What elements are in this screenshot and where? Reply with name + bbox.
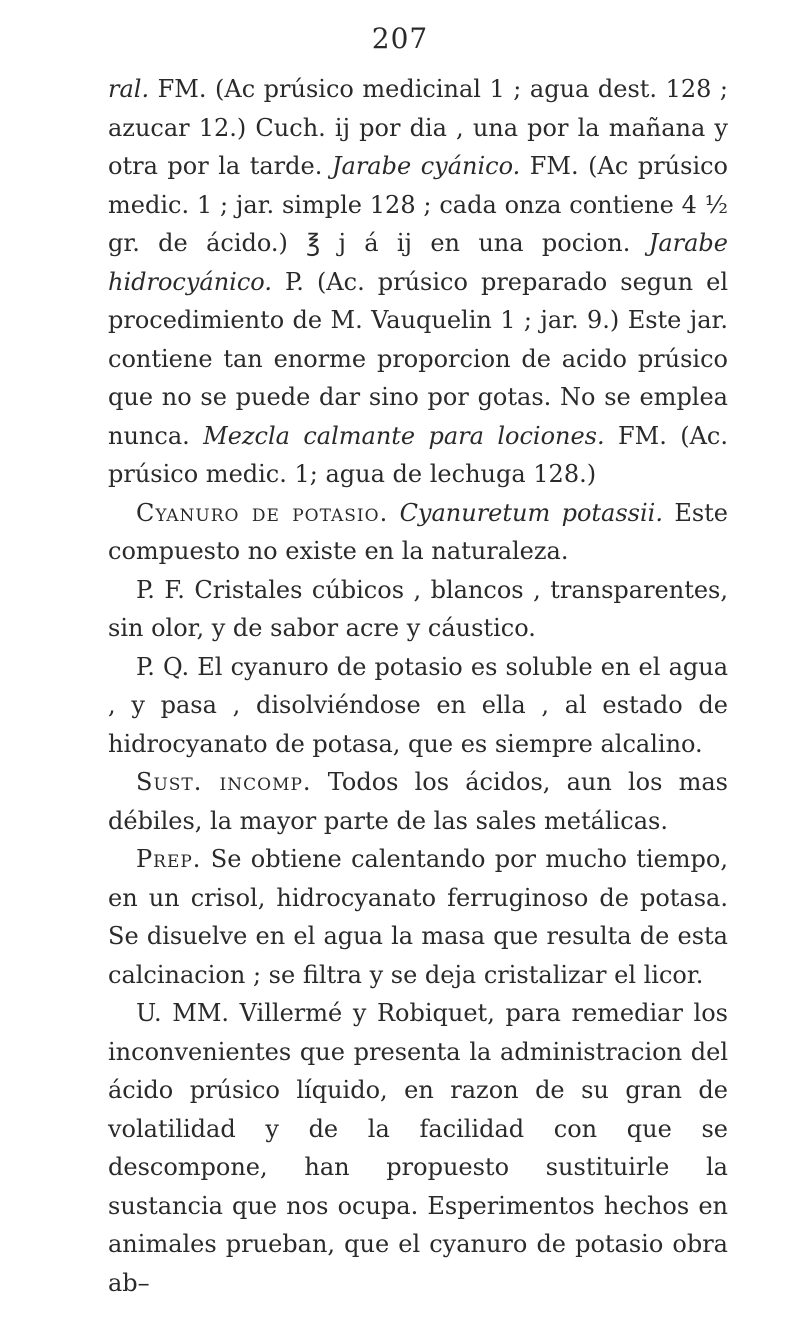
text-run: Se obtiene calentando por mucho tiempo, en un crisol, hidrocyanato ferruginoso de potasa. Se disuelve en el agua la masa que resulta de esta calcinacion ; se filtra y se deja cristalizar el licor. — [108, 845, 728, 989]
text-run: Todos los ácidos, aun los mas débiles, la mayor parte de las sales metálicas. — [108, 768, 728, 835]
text-run: P. F. Cristales cúbicos , blancos , transparentes, sin olor, y de sabor acre y cáustico. — [108, 575, 728, 642]
small-caps-heading: Prep. — [136, 845, 202, 873]
text-run: P. (Ac. prúsico preparado segun el procedimiento de M. Vauquelin 1 ; jar. 9.) Este jar. contiene tan enorme proporcion de acido prúsico que no se puede dar sino por gotas. No se emplea nunca. — [108, 267, 728, 450]
text-run: FM. (Ac prúsico medic. 1 ; jar. simple 128 ; cada onza contiene 4 ½ gr. de ácido.) ℥ j á ij en una pocion. — [108, 152, 729, 257]
paragraph — [108, 994, 728, 1302]
paragraph — [108, 840, 728, 994]
paragraph — [108, 571, 728, 648]
small-caps-heading: Cyanuro de potasio. — [136, 498, 389, 527]
text-run — [388, 499, 399, 527]
italic-text: Mezcla calmante para lociones. — [203, 421, 605, 450]
paragraph — [108, 70, 728, 494]
page-number: 207 — [371, 22, 429, 55]
page-text — [108, 70, 728, 1302]
text-run: P. Q. El cyanuro de potasio es soluble en el agua , y pasa , disolviéndose en ella , al estado de hidrocyanato de potasa, que es siempre alcalino. — [108, 652, 728, 758]
italic-text: ral. — [108, 75, 150, 103]
paragraph — [108, 763, 728, 840]
text-run: FM. (Ac. prúsico medic. 1; agua de lechuga 128.) — [108, 421, 728, 488]
italic-text: Jarabe hidrocyánico. — [108, 229, 728, 296]
paragraph — [108, 494, 728, 571]
text-run: U. MM. Villermé y Robiquet, para remediar los inconvenientes que presenta la administracion del ácido prúsico líquido, en razon de su gran de volatilidad y de la facilidad con que se descompone, han propuesto sustituirle la sustancia que nos ocupa. Esperimentos hechos en animales prueban, que el cyanuro de potasio obra ab– — [108, 999, 728, 1297]
italic-text: Cyanuretum potassii. — [399, 498, 663, 527]
paragraph — [108, 648, 728, 764]
text-run: FM. (Ac prúsico medicinal 1 ; agua dest. 128 ; azucar 12.) Cuch. ij por dia , una por la mañana y otra por la tarde. — [108, 75, 728, 180]
text-run: Este compuesto no existe en la naturaleza. — [108, 498, 728, 565]
small-caps-heading: Sust. incomp. — [136, 768, 312, 796]
italic-text: Jarabe cyánico. — [331, 152, 521, 180]
